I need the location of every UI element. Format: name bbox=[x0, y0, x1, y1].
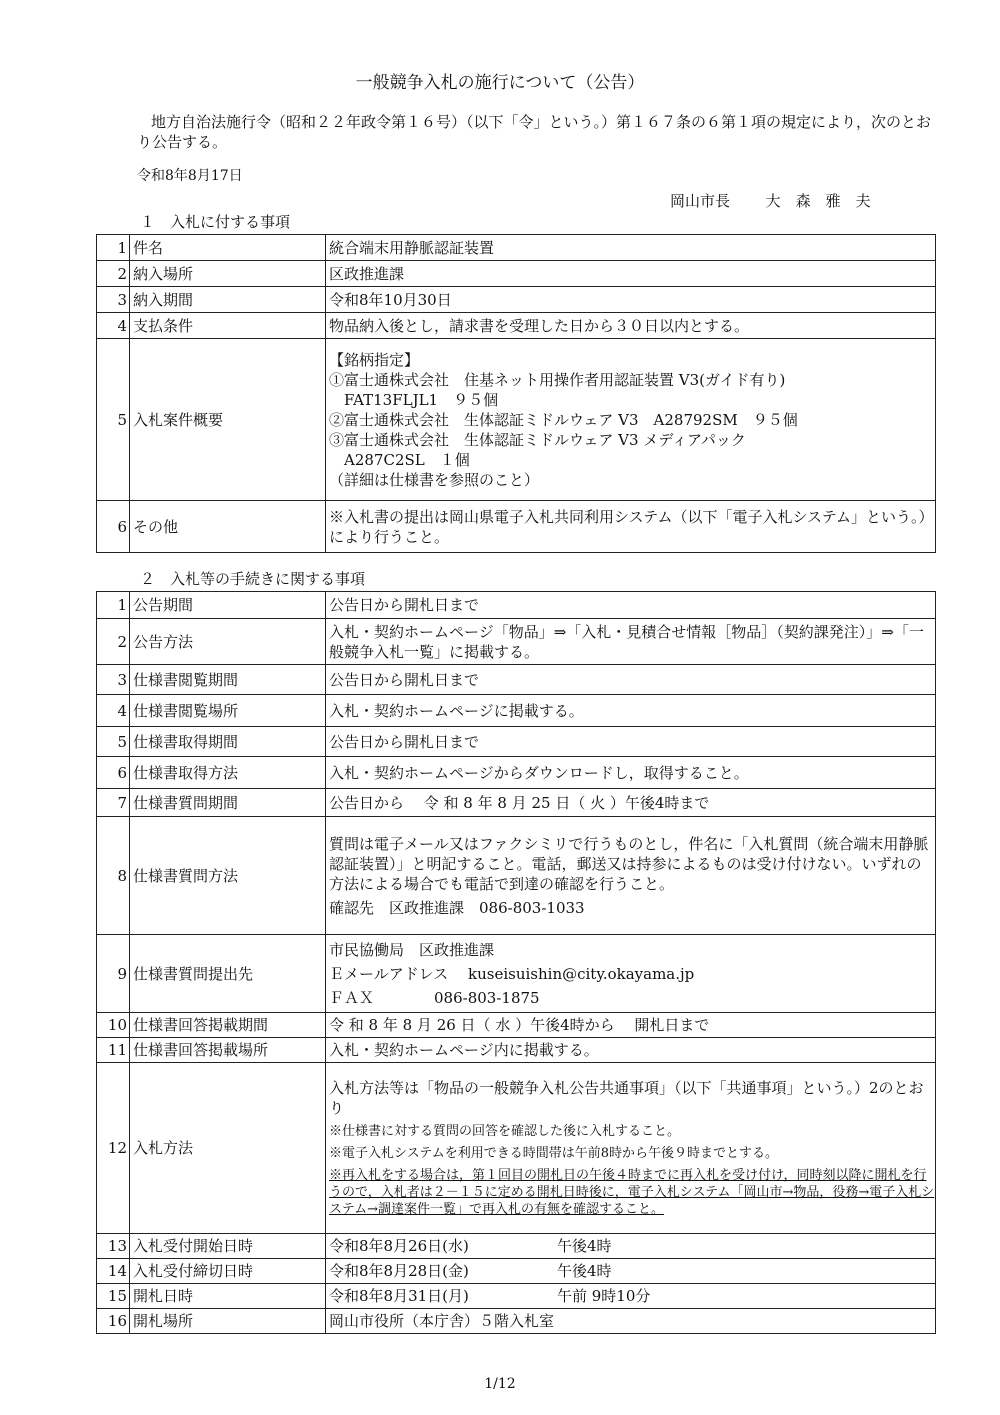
row-date: 令和8年8月28日(金) bbox=[329, 1262, 469, 1280]
row-number: 5 bbox=[97, 727, 130, 757]
table-row bbox=[97, 339, 936, 501]
row-number: 7 bbox=[97, 789, 130, 817]
row-value bbox=[326, 935, 936, 1013]
table-row bbox=[97, 817, 936, 935]
row-label: 仕様書質問期間 bbox=[130, 789, 326, 817]
table-row bbox=[97, 757, 936, 789]
table-row bbox=[97, 665, 936, 695]
rebid-note: ※再入札をする場合は，第１回目の開札日の午後４時までに再入札を受け付け，同時刻以降に開札を行うので，入札者は２－１５に定める開札日時後に，電子入札システム「岡山市→物品，役務→電子入札システム→調達案件一覧」で再入札の有無を確認すること。 bbox=[329, 1168, 935, 1217]
table-row bbox=[97, 1309, 936, 1334]
question-method-text: 質問は電子メール又はファクシミリで行うものとし，件名に「入札質問（統合端末用静脈認証装置）」と明記すること。電話，郵送又は持参によるものは受け付けない。いずれの方法による場合でも電話で到達の確認を行うこと。 bbox=[329, 834, 929, 893]
table-row bbox=[97, 501, 936, 553]
overview-line: ③富士通株式会社 生体認証ミドルウェア V3 メディアパック bbox=[329, 430, 746, 449]
row-value bbox=[326, 1284, 936, 1309]
row-label: 支払条件 bbox=[130, 313, 326, 339]
row-value bbox=[326, 1234, 936, 1259]
row-label: その他 bbox=[130, 501, 326, 553]
row-value: 令和8年10月30日 bbox=[326, 287, 936, 313]
submit-fax: ＦＡＸ 086-803-1875 bbox=[329, 988, 540, 1007]
table-row bbox=[97, 1038, 936, 1063]
row-label: 仕様書取得期間 bbox=[130, 727, 326, 757]
row-number: 14 bbox=[97, 1259, 130, 1284]
overview-line: FAT13FLJL1 ９５個 bbox=[329, 390, 499, 409]
signer-title: 岡山市長 bbox=[670, 192, 731, 210]
row-value bbox=[326, 339, 936, 501]
row-value: 入札・契約ホームページ「物品」⇒「入札・見積合せ情報［物品］（契約課発注）」⇒「一般競争入札一覧」に掲載する。 bbox=[326, 619, 936, 665]
row-value: 公告日から開札日まで bbox=[326, 592, 936, 619]
row-label: 仕様書質問提出先 bbox=[130, 935, 326, 1013]
table-row bbox=[97, 1234, 936, 1259]
row-value bbox=[326, 1259, 936, 1284]
bid-method-text: 入札方法等は「物品の一般競争入札公告共通事項」（以下「共通事項」という。）2のとおり bbox=[329, 1079, 924, 1117]
row-label: 開札場所 bbox=[130, 1309, 326, 1334]
overview-line: 【銘柄指定】 bbox=[329, 350, 420, 369]
row-value: 公告日から開札日まで bbox=[326, 727, 936, 757]
table-row bbox=[97, 287, 936, 313]
row-number: 4 bbox=[97, 313, 130, 339]
row-label: 仕様書取得方法 bbox=[130, 757, 326, 789]
row-number: 1 bbox=[97, 592, 130, 619]
table-row bbox=[97, 1063, 936, 1234]
bid-note: ※電子入札システムを利用できる時間帯は午前8時から午後９時までとする。 bbox=[329, 1146, 778, 1161]
row-time: 午後4時 bbox=[557, 1237, 612, 1255]
signer bbox=[670, 190, 871, 211]
row-label: 納入場所 bbox=[130, 261, 326, 287]
contact-line: 確認先 区政推進課 086-803-1033 bbox=[329, 898, 585, 917]
row-number: 5 bbox=[97, 339, 130, 501]
table-row bbox=[97, 935, 936, 1013]
row-label: 仕様書質問方法 bbox=[130, 817, 326, 935]
table-row bbox=[97, 261, 936, 287]
row-number: 2 bbox=[97, 619, 130, 665]
section1-heading: １ 入札に付する事項 bbox=[140, 213, 291, 231]
row-number: 12 bbox=[97, 1063, 130, 1234]
row-label: 開札日時 bbox=[130, 1284, 326, 1309]
row-number: 1 bbox=[97, 235, 130, 261]
table-row bbox=[97, 313, 936, 339]
row-label: 仕様書閲覧場所 bbox=[130, 695, 326, 727]
row-value: 入札・契約ホームページに掲載する。 bbox=[326, 695, 936, 727]
section2-table bbox=[96, 591, 936, 1334]
row-number: 15 bbox=[97, 1284, 130, 1309]
row-label: 入札方法 bbox=[130, 1063, 326, 1234]
submit-dept: 市民協働局 区政推進課 bbox=[329, 940, 495, 959]
row-value: 公告日から開札日まで bbox=[326, 665, 936, 695]
row-label: 入札受付開始日時 bbox=[130, 1234, 326, 1259]
row-label: 件名 bbox=[130, 235, 326, 261]
table-row bbox=[97, 592, 936, 619]
row-label: 公告方法 bbox=[130, 619, 326, 665]
notice-date: 令和8年8月17日 bbox=[137, 168, 243, 184]
table-row bbox=[97, 695, 936, 727]
row-value: 統合端末用静脈認証装置 bbox=[326, 235, 936, 261]
row-value: 令 和 8 年 8 月 26 日（ 水 ）午後4時から 開札日まで bbox=[326, 1013, 936, 1038]
section2-heading: ２ 入札等の手続きに関する事項 bbox=[140, 570, 366, 588]
intro-paragraph bbox=[137, 112, 937, 152]
table-row bbox=[97, 789, 936, 817]
submit-email: Ｅメールアドレス kuseisuishin@city.okayama.jp bbox=[329, 964, 695, 983]
row-label: 入札受付締切日時 bbox=[130, 1259, 326, 1284]
document-title: 一般競争入札の施行について（公告） bbox=[355, 73, 645, 93]
row-label: 仕様書回答掲載期間 bbox=[130, 1013, 326, 1038]
row-number: 16 bbox=[97, 1309, 130, 1334]
row-number: 11 bbox=[97, 1038, 130, 1063]
row-number: 8 bbox=[97, 817, 130, 935]
row-date: 令和8年8月26日(水) bbox=[329, 1237, 469, 1255]
row-date: 令和8年8月31日(月) bbox=[329, 1287, 469, 1305]
row-value: 物品納入後とし，請求書を受理した日から３０日以内とする。 bbox=[326, 313, 936, 339]
row-label: 入札案件概要 bbox=[130, 339, 326, 501]
bid-note: ※仕様書に対する質問の回答を確認した後に入札すること。 bbox=[329, 1124, 681, 1139]
row-number: 6 bbox=[97, 757, 130, 789]
row-value: 入札・契約ホームページからダウンロードし，取得すること。 bbox=[326, 757, 936, 789]
overview-line: ①富士通株式会社 住基ネット用操作者用認証装置 V3(ガイド有り) bbox=[329, 370, 786, 389]
row-label: 納入期間 bbox=[130, 287, 326, 313]
table-row bbox=[97, 235, 936, 261]
overview-line: ②富士通株式会社 生体認証ミドルウェア V3 A28792SM ９５個 bbox=[329, 410, 798, 429]
row-label: 仕様書閲覧期間 bbox=[130, 665, 326, 695]
row-value: ※入札書の提出は岡山県電子入札共同利用システム（以下「電子入札システム」という。）により行うこと。 bbox=[326, 501, 936, 553]
overview-line: （詳細は仕様書を参照のこと） bbox=[329, 470, 540, 489]
page-number: 1/12 bbox=[484, 1376, 516, 1392]
row-number: 2 bbox=[97, 261, 130, 287]
row-value: 入札・契約ホームページ内に掲載する。 bbox=[326, 1038, 936, 1063]
row-number: 6 bbox=[97, 501, 130, 553]
row-number: 9 bbox=[97, 935, 130, 1013]
row-label: 仕様書回答掲載場所 bbox=[130, 1038, 326, 1063]
row-number: 10 bbox=[97, 1013, 130, 1038]
signer-name: 大 森 雅 夫 bbox=[765, 192, 871, 210]
intro-text: 地方自治法施行令（昭和２２年政令第１６号）（以下「令」という。）第１６７条の６第１項の規定により，次のとおり公告する。 bbox=[137, 113, 932, 151]
table-row bbox=[97, 1013, 936, 1038]
row-value: 公告日から 令 和 8 年 8 月 25 日（ 火 ）午後4時まで bbox=[326, 789, 936, 817]
row-value: 区政推進課 bbox=[326, 261, 936, 287]
row-value bbox=[326, 817, 936, 935]
row-label: 公告期間 bbox=[130, 592, 326, 619]
row-number: 3 bbox=[97, 665, 130, 695]
row-value: 岡山市役所（本庁舎）５階入札室 bbox=[326, 1309, 936, 1334]
row-number: 3 bbox=[97, 287, 130, 313]
table-row bbox=[97, 727, 936, 757]
overview-line: A287C2SL １個 bbox=[329, 450, 470, 469]
section1-table bbox=[96, 234, 936, 553]
table-row bbox=[97, 1259, 936, 1284]
row-time: 午後4時 bbox=[557, 1262, 612, 1280]
table-row bbox=[97, 1284, 936, 1309]
row-number: 4 bbox=[97, 695, 130, 727]
table-row bbox=[97, 619, 936, 665]
row-number: 13 bbox=[97, 1234, 130, 1259]
row-value bbox=[326, 1063, 936, 1234]
row-time: 午前 9時10分 bbox=[557, 1287, 651, 1305]
